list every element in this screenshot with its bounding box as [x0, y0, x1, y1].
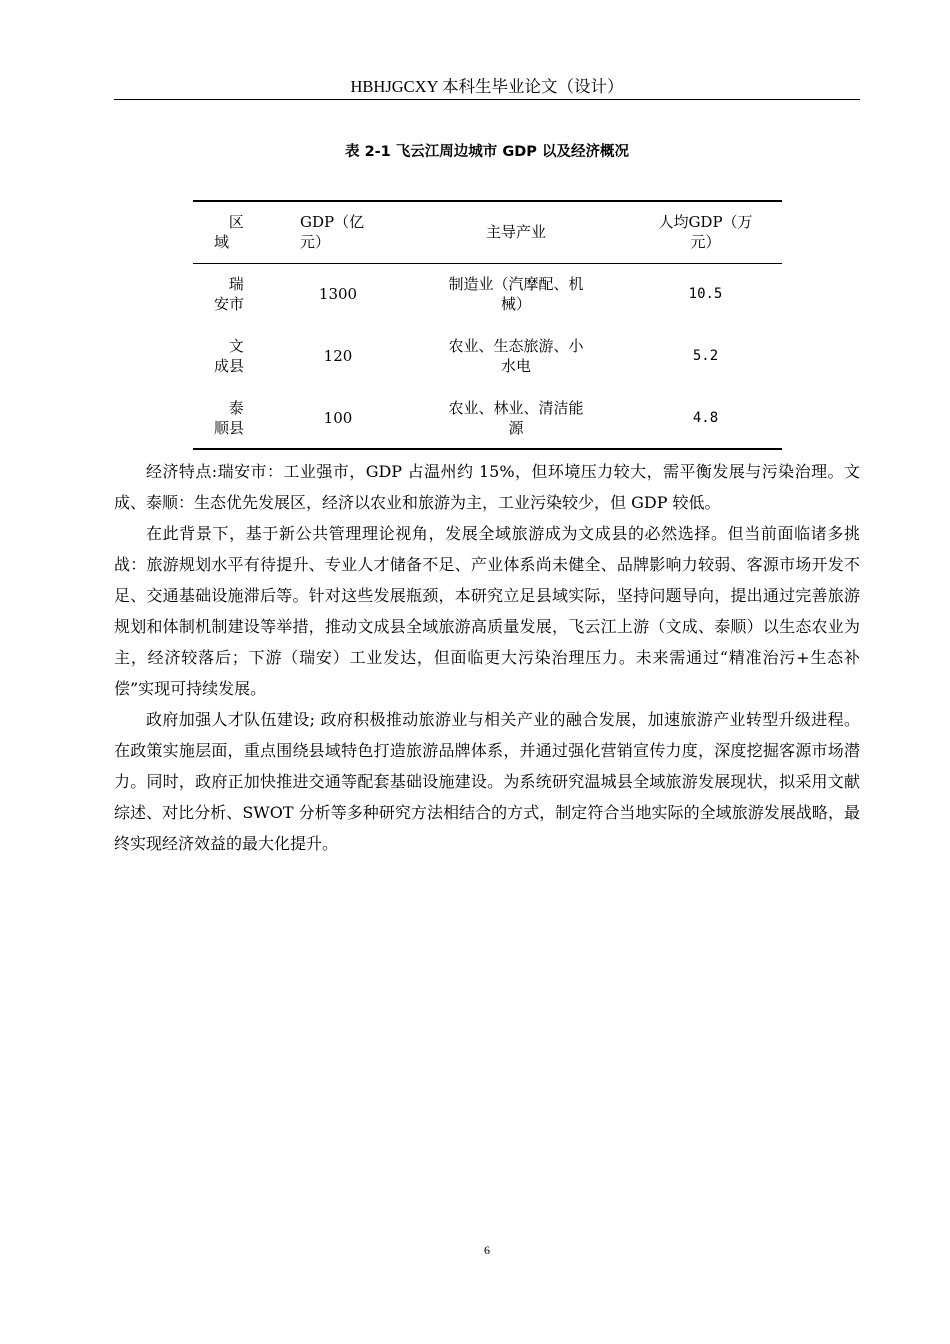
gdp-table — [193, 200, 782, 450]
column-header-industry: 主导产业 — [403, 201, 629, 263]
table-row — [193, 325, 782, 387]
gdp-cell: 1300 — [318, 285, 358, 304]
gdp-cell: 100 — [323, 408, 353, 427]
header-rule — [114, 99, 860, 100]
table-row — [193, 387, 782, 449]
region-cell: 文 成县 — [214, 337, 245, 375]
column-header-gdp: GDP（亿 元） — [273, 201, 403, 263]
body-text — [114, 456, 860, 859]
paragraph-economic-features: 经济特点:瑞安市：工业强市，GDP 占温州约 15%，但环境压力较大，需平衡发展与污染治理。文成、泰顺：生态优先发展区，经济以农业和旅游为主，工业污染较少，但 GDP 较低。 — [114, 462, 860, 512]
column-header-region: 区 域 — [193, 201, 273, 263]
paragraph-government-measures: 政府加强人才队伍建设; 政府积极推动旅游业与相关产业的融合发展，加速旅游产业转型升级进程。在政策实施层面，重点围绕县域特色打造旅游品牌体系，并通过强化营销宣传力度，深度挖掘客源市场潜力。同时，政府正加快推进交通等配套基础设施建设。为系统研究温城县全域旅游发展现状，拟采用文献综述、对比分析、SWOT 分析等多种研究方法相结合的方式，制定符合当地实际的全域旅游发展战略，最终实现经济效益的最大化提升。 — [114, 710, 860, 853]
per-capita-gdp-cell: 10.5 — [688, 286, 723, 303]
table-header-row — [193, 201, 782, 263]
region-cell: 瑞 安市 — [214, 275, 245, 314]
region-cell: 泰 顺县 — [214, 398, 245, 437]
page-number: 6 — [484, 1243, 490, 1257]
table-caption: 表 2-1 飞云江周边城市 GDP 以及经济概况 — [345, 144, 629, 160]
column-header-per-capita-gdp: 人均GDP（万 元） — [629, 201, 782, 263]
per-capita-gdp-cell: 4.8 — [692, 409, 719, 426]
industry-cell: 农业、林业、清洁能 源 — [448, 398, 584, 437]
per-capita-gdp-cell: 5.2 — [692, 348, 719, 364]
paragraph-background: 在此背景下，基于新公共管理理论视角，发展全域旅游成为文成县的必然选择。但当前面临诸多挑战：旅游规划水平有待提升、专业人才储备不足、产业体系尚未健全、品牌影响力较弱、客源市场开发不足、交通基础设施滞后等。针对这些发展瓶颈，本研究立足县域实际，坚持问题导向，提出通过完善旅游规划和体制机制建设等举措，推动文成县全域旅游高质量发展，飞云江上游（文成、泰顺）以生态农业为主，经济较落后；下游（瑞安）工业发达，但面临更大污染治理压力。未来需通过“精准治污+生态补偿”实现可持续发展。 — [114, 524, 860, 698]
running-header: HBHJGCXY 本科生毕业论文（设计） — [350, 77, 624, 96]
industry-cell: 农业、生态旅游、小 水电 — [448, 337, 584, 375]
table-row — [193, 263, 782, 325]
gdp-cell: 120 — [323, 347, 353, 365]
industry-cell: 制造业（汽摩配、机 械） — [448, 275, 584, 314]
